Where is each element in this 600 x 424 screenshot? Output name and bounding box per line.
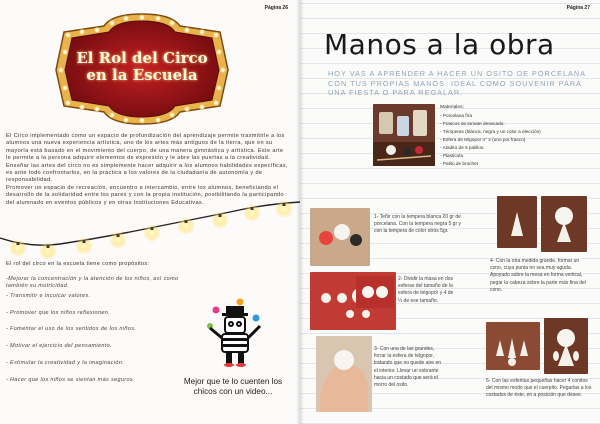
step-3-text: 3- Con una de las grandes, forrar la esfera de telgopor, tratando que no quede aire en el interior. Llevar un sobrante hacia un costado que será el morro del osito. bbox=[374, 346, 441, 389]
craft-title: Manos a la obra bbox=[324, 28, 555, 61]
step-2-inset-photo bbox=[356, 276, 394, 308]
craft-subtitle: HOY VAS A APRENDER A HACER UN OSITO DE PORCELANA CON TUS PROPIAS MANOS. IDEAL COMO SOUVENIR PARA UNA FIESTA O PARA REGALAR. bbox=[328, 69, 586, 97]
objective-item: - Transmitir e inculcar valores. bbox=[6, 292, 91, 299]
step-5-photo-b bbox=[544, 318, 588, 374]
materials-photo bbox=[373, 104, 435, 166]
objective-item: -Mejorar la concentración y la atención de los niños, así como también su motricidad. bbox=[6, 276, 179, 289]
step-1-photo bbox=[310, 208, 370, 266]
video-link-text[interactable]: Mejor que te lo cuenten los chicos con un video... bbox=[183, 377, 283, 396]
page-number-left: Página 26 bbox=[264, 5, 288, 11]
step-3-photo bbox=[316, 336, 372, 412]
material-item: - Témperas (blanca, negra y un color a elección) bbox=[440, 129, 541, 134]
step-2-text: 2- Dividir la masa en dos esferas del tamaño de la esfera de telgopor y 4 de ¼ de ese tamaño. bbox=[398, 276, 454, 304]
step-1-text: 1- Teñir con la tempera blanca 20 gr de porcelana. Con la tempera negra 5 gr y con la tempera de color otros 5gr. bbox=[374, 214, 461, 235]
materials-list bbox=[440, 104, 590, 168]
objective-item: - Estimular la creatividad y la imaginación. bbox=[6, 359, 125, 366]
intro-paragraph: El Circo implementado como un espacio de profundización del aprendizaje permite trasmitirle a los alumnos una nueva experiencia artística, uno de los artes más antiguos de la tierra, que en su mayoría está basado en el movimiento del cuerpo, de una manera gimnástica y artística. Este arte le permite a la persona adquirir elementos de expresión y le abre las puertas a la creatividad. bbox=[6, 133, 285, 162]
page-fold bbox=[296, 0, 304, 424]
step-5-photo-a bbox=[486, 322, 540, 370]
juggler-robot-illustration[interactable] bbox=[200, 296, 272, 368]
objectives-heading: El rol del circo en la escuela tiene como propósitos: bbox=[6, 261, 150, 267]
objective-item: - Promover que los niños reflexionen. bbox=[6, 309, 111, 316]
materials-heading: Materiales: bbox=[440, 105, 464, 110]
marquee-sign bbox=[52, 10, 232, 128]
objective-item: - Fomentar el uso de los sentidos de los niños. bbox=[6, 326, 137, 333]
step-4-text: 4- Con la otra medida grande, formar un cono, cuya punta no sea muy aguda. Apoyado sobre la mesa en forma vertical, pegar la cabeza sobre la parte más fina del cono. bbox=[490, 258, 586, 293]
intro-paragraph: Promover un espacio de recreación, encuentro e intercambio, entre los alumnos, beneficiando el desarrollo de la solidaridad entre los pares y con la propia institución, posibilitando la participando del alumnado en eventos públicos y en otras Instituciones Educativas. bbox=[6, 184, 284, 206]
material-item: - Porcelana fría bbox=[440, 113, 473, 118]
page-number-right: Página 27 bbox=[566, 5, 590, 11]
string-lights-icon bbox=[0, 190, 300, 260]
objective-item: - Hacer que los niños se sientan más seguros. bbox=[6, 376, 135, 383]
objectives-list bbox=[6, 276, 196, 394]
objective-item: - Motivar el ejercicio del pensamiento. bbox=[6, 343, 112, 350]
step-4-photo-b bbox=[541, 196, 587, 252]
material-item: - Esfera de telgopor n° 2 (uno por frasco) bbox=[440, 137, 526, 142]
material-item: - Plasticola bbox=[440, 153, 463, 158]
step-4-photo-a bbox=[497, 196, 537, 248]
material-item: - Atadito de 5 palillos. bbox=[440, 145, 485, 150]
material-item: - Frascos de tomate desecado. bbox=[440, 121, 505, 126]
sign-title: El Rol del Circo en la Escuela bbox=[76, 49, 208, 84]
intro-paragraph: Enseñar las artes del circo no es simplemente hacer adquirir a los alumnos habilidades específicas, es ante todo confrontarlos, en la práctica a los valores de la ciudadanía de autonomía y de responsabilidad. bbox=[6, 162, 288, 184]
string-lights-decoration bbox=[0, 190, 300, 260]
material-item: - Palito de brochet bbox=[440, 161, 479, 166]
juggler-robot-icon bbox=[200, 296, 272, 368]
step-5-text: 5- Con las esferitas pequeñas hacer 4 conitos del mismo modo que el cuerpito. Pegarlas a los costados de éste, en a posición que desee. bbox=[486, 378, 592, 399]
